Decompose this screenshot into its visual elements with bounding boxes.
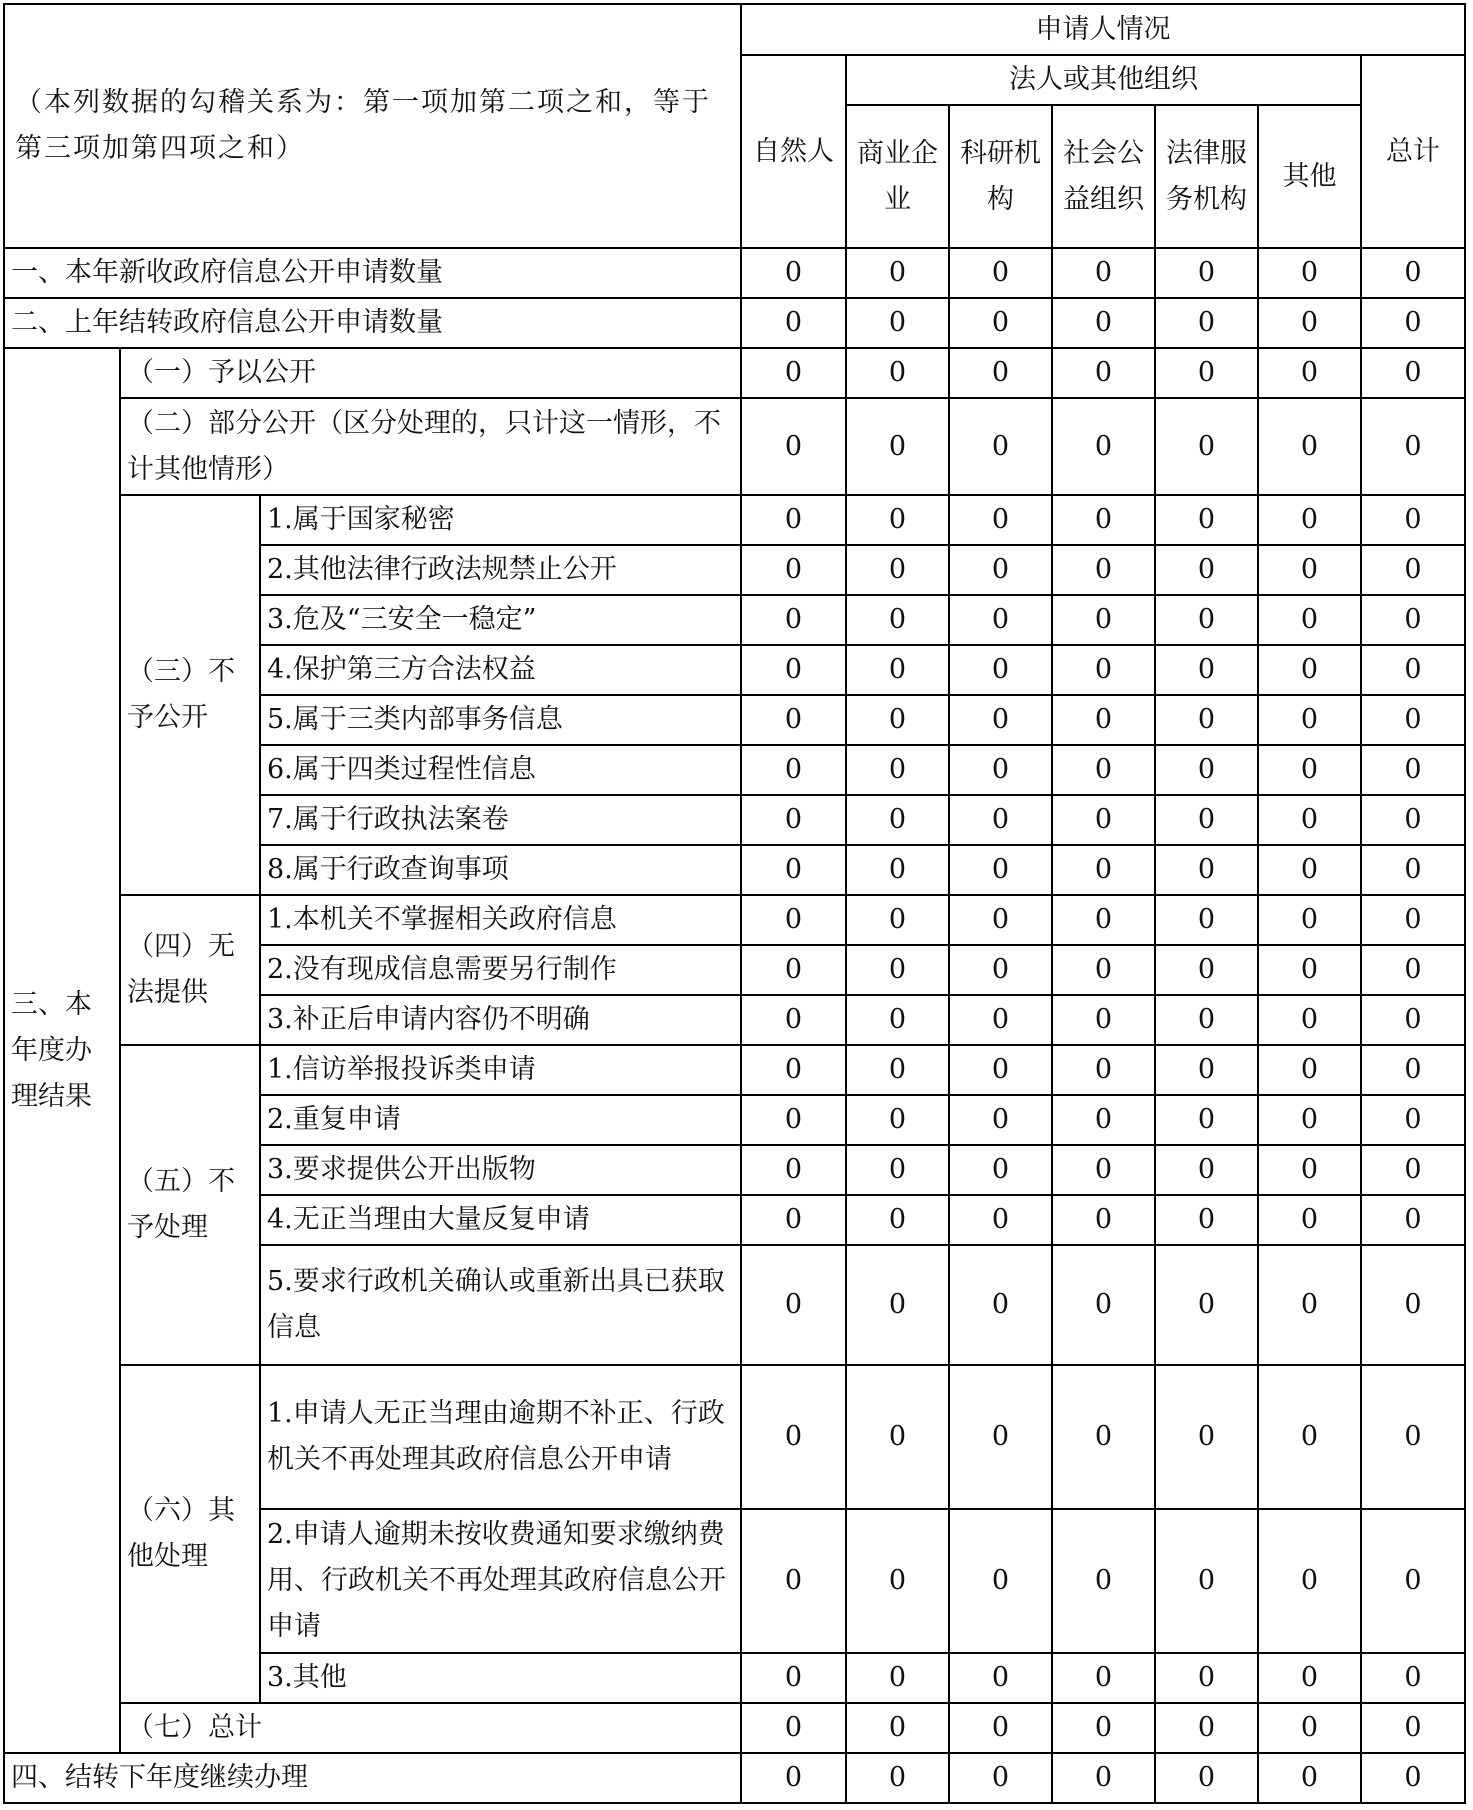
- value-cell: 0: [1361, 595, 1465, 645]
- value-cell: 0: [949, 298, 1052, 348]
- category-header: 商业企业: [846, 105, 949, 248]
- value-cell: 0: [949, 845, 1052, 895]
- value-cell: 0: [846, 1753, 949, 1803]
- total-header: 总计: [1361, 55, 1465, 248]
- value-cell: 0: [1361, 298, 1465, 348]
- value-cell: 0: [1361, 1195, 1465, 1245]
- group-label: （二）部分公开（区分处理的，只计这一情形，不计其他情形）: [120, 398, 741, 495]
- value-cell: 0: [741, 298, 846, 348]
- table-row: [4, 248, 1465, 298]
- value-cell: 0: [1052, 1753, 1155, 1803]
- value-cell: 0: [1258, 895, 1361, 945]
- row-label: 二、上年结转政府信息公开申请数量: [4, 298, 741, 348]
- value-cell: 0: [1258, 1509, 1361, 1653]
- value-cell: 0: [949, 1365, 1052, 1509]
- value-cell: 0: [846, 1509, 949, 1653]
- value-cell: 0: [741, 795, 846, 845]
- value-cell: 0: [1258, 398, 1361, 495]
- value-cell: 0: [1361, 1703, 1465, 1753]
- value-cell: 0: [741, 1095, 846, 1145]
- value-cell: 0: [1258, 248, 1361, 298]
- value-cell: 0: [1361, 945, 1465, 995]
- value-cell: 0: [1155, 645, 1258, 695]
- value-cell: 0: [1155, 1045, 1258, 1095]
- value-cell: 0: [1155, 348, 1258, 398]
- value-cell: 0: [846, 398, 949, 495]
- item-label: 1.信访举报投诉类申请: [260, 1045, 741, 1095]
- value-cell: 0: [949, 895, 1052, 945]
- item-label: 3.危及“三安全一稳定”: [260, 595, 741, 645]
- value-cell: 0: [1361, 1509, 1465, 1653]
- value-cell: 0: [1258, 595, 1361, 645]
- value-cell: 0: [949, 1195, 1052, 1245]
- category-header: 其他: [1258, 105, 1361, 248]
- value-cell: 0: [741, 845, 846, 895]
- value-cell: 0: [1258, 845, 1361, 895]
- value-cell: 0: [846, 1365, 949, 1509]
- value-cell: 0: [846, 298, 949, 348]
- value-cell: 0: [949, 645, 1052, 695]
- value-cell: 0: [846, 795, 949, 845]
- value-cell: 0: [1052, 645, 1155, 695]
- value-cell: 0: [1361, 1753, 1465, 1803]
- value-cell: 0: [741, 348, 846, 398]
- value-cell: 0: [949, 1509, 1052, 1653]
- value-cell: 0: [1155, 1195, 1258, 1245]
- value-cell: 0: [949, 1245, 1052, 1365]
- item-label: 2.其他法律行政法规禁止公开: [260, 545, 741, 595]
- value-cell: 0: [949, 1045, 1052, 1095]
- value-cell: 0: [1155, 1703, 1258, 1753]
- value-cell: 0: [1155, 1509, 1258, 1653]
- value-cell: 0: [949, 1753, 1052, 1803]
- value-cell: 0: [741, 1195, 846, 1245]
- value-cell: 0: [1361, 745, 1465, 795]
- value-cell: 0: [1052, 248, 1155, 298]
- item-label: 2.重复申请: [260, 1095, 741, 1145]
- column-description: （本列数据的勾稽关系为：第一项加第二项之和，等于第三项加第四项之和）: [4, 4, 741, 248]
- value-cell: 0: [1052, 1365, 1155, 1509]
- value-cell: 0: [741, 398, 846, 495]
- value-cell: 0: [846, 645, 949, 695]
- value-cell: 0: [949, 348, 1052, 398]
- value-cell: 0: [1258, 1653, 1361, 1703]
- category-header: 社会公益组织: [1052, 105, 1155, 248]
- value-cell: 0: [1361, 1145, 1465, 1195]
- value-cell: 0: [949, 1145, 1052, 1195]
- value-cell: 0: [949, 745, 1052, 795]
- item-label: 5.要求行政机关确认或重新出具已获取信息: [260, 1245, 741, 1365]
- value-cell: 0: [741, 945, 846, 995]
- value-cell: 0: [1052, 398, 1155, 495]
- item-label: 1.申请人无正当理由逾期不补正、行政机关不再处理其政府信息公开申请: [260, 1365, 741, 1509]
- value-cell: 0: [1258, 1703, 1361, 1753]
- value-cell: 0: [949, 545, 1052, 595]
- value-cell: 0: [1155, 495, 1258, 545]
- value-cell: 0: [741, 545, 846, 595]
- row-label: 一、本年新收政府信息公开申请数量: [4, 248, 741, 298]
- value-cell: 0: [1052, 495, 1155, 545]
- value-cell: 0: [949, 248, 1052, 298]
- value-cell: 0: [1361, 845, 1465, 895]
- value-cell: 0: [1258, 1245, 1361, 1365]
- value-cell: 0: [949, 795, 1052, 845]
- value-cell: 0: [949, 495, 1052, 545]
- value-cell: 0: [1052, 545, 1155, 595]
- value-cell: 0: [1258, 745, 1361, 795]
- value-cell: 0: [1361, 248, 1465, 298]
- value-cell: 0: [949, 1095, 1052, 1145]
- value-cell: 0: [1361, 495, 1465, 545]
- row-label: 四、结转下年度继续办理: [4, 1753, 741, 1803]
- value-cell: 0: [846, 1703, 949, 1753]
- value-cell: 0: [846, 745, 949, 795]
- value-cell: 0: [846, 495, 949, 545]
- value-cell: 0: [1155, 398, 1258, 495]
- value-cell: 0: [1361, 1653, 1465, 1703]
- value-cell: 0: [1361, 545, 1465, 595]
- value-cell: 0: [1155, 595, 1258, 645]
- group-label: （六）其他处理: [120, 1365, 260, 1703]
- table-row: [4, 1703, 1465, 1753]
- value-cell: 0: [1155, 545, 1258, 595]
- value-cell: 0: [949, 1703, 1052, 1753]
- value-cell: 0: [741, 1045, 846, 1095]
- item-label: 2.没有现成信息需要另行制作: [260, 945, 741, 995]
- applicant-header: 申请人情况: [741, 4, 1465, 55]
- value-cell: 0: [741, 1365, 846, 1509]
- item-label: 4.保护第三方合法权益: [260, 645, 741, 695]
- value-cell: 0: [846, 1145, 949, 1195]
- value-cell: 0: [1052, 1045, 1155, 1095]
- natural-person-header: 自然人: [741, 55, 846, 248]
- value-cell: 0: [1052, 1245, 1155, 1365]
- value-cell: 0: [1155, 248, 1258, 298]
- table-row: [4, 1753, 1465, 1803]
- value-cell: 0: [846, 1095, 949, 1145]
- item-label: 6.属于四类过程性信息: [260, 745, 741, 795]
- value-cell: 0: [846, 348, 949, 398]
- value-cell: 0: [741, 248, 846, 298]
- value-cell: 0: [1258, 645, 1361, 695]
- value-cell: 0: [1361, 1045, 1465, 1095]
- value-cell: 0: [1052, 1509, 1155, 1653]
- value-cell: 0: [1155, 945, 1258, 995]
- value-cell: 0: [1361, 1365, 1465, 1509]
- value-cell: 0: [1052, 1195, 1155, 1245]
- item-label: 5.属于三类内部事务信息: [260, 695, 741, 745]
- value-cell: 0: [1361, 695, 1465, 745]
- value-cell: 0: [1361, 645, 1465, 695]
- item-label: 1.本机关不掌握相关政府信息: [260, 895, 741, 945]
- category-header: 法律服务机构: [1155, 105, 1258, 248]
- value-cell: 0: [1155, 1145, 1258, 1195]
- group-label: （四）无法提供: [120, 895, 260, 1045]
- item-label: 8.属于行政查询事项: [260, 845, 741, 895]
- value-cell: 0: [949, 695, 1052, 745]
- table-row: [4, 398, 1465, 495]
- value-cell: 0: [741, 595, 846, 645]
- value-cell: 0: [949, 398, 1052, 495]
- value-cell: 0: [1258, 1095, 1361, 1145]
- value-cell: 0: [1155, 1365, 1258, 1509]
- value-cell: 0: [1052, 845, 1155, 895]
- value-cell: 0: [1258, 298, 1361, 348]
- value-cell: 0: [1361, 995, 1465, 1045]
- group-label: （七）总计: [120, 1703, 741, 1753]
- value-cell: 0: [1361, 895, 1465, 945]
- value-cell: 0: [949, 995, 1052, 1045]
- value-cell: 0: [1258, 1365, 1361, 1509]
- value-cell: 0: [741, 995, 846, 1045]
- value-cell: 0: [1258, 695, 1361, 745]
- item-label: 1.属于国家秘密: [260, 495, 741, 545]
- table-row: [4, 1365, 1465, 1509]
- group-label: （五）不予处理: [120, 1045, 260, 1365]
- value-cell: 0: [741, 1753, 846, 1803]
- value-cell: 0: [1155, 845, 1258, 895]
- item-label: 7.属于行政执法案卷: [260, 795, 741, 845]
- item-label: 3.补正后申请内容仍不明确: [260, 995, 741, 1045]
- value-cell: 0: [846, 895, 949, 945]
- group-label: （三）不予公开: [120, 495, 260, 895]
- item-label: 3.其他: [260, 1653, 741, 1703]
- value-cell: 0: [1155, 795, 1258, 845]
- value-cell: 0: [1155, 745, 1258, 795]
- value-cell: 0: [846, 845, 949, 895]
- value-cell: 0: [949, 945, 1052, 995]
- value-cell: 0: [1361, 398, 1465, 495]
- value-cell: 0: [741, 1703, 846, 1753]
- table-row: [4, 298, 1465, 348]
- value-cell: 0: [741, 1245, 846, 1365]
- value-cell: 0: [741, 745, 846, 795]
- value-cell: 0: [741, 645, 846, 695]
- item-label: 2.申请人逾期未按收费通知要求缴纳费用、行政机关不再处理其政府信息公开申请: [260, 1509, 741, 1653]
- value-cell: 0: [1052, 895, 1155, 945]
- value-cell: 0: [846, 545, 949, 595]
- value-cell: 0: [1155, 1753, 1258, 1803]
- value-cell: 0: [1258, 1195, 1361, 1245]
- table-row: [4, 495, 1465, 545]
- value-cell: 0: [1258, 495, 1361, 545]
- value-cell: 0: [1258, 348, 1361, 398]
- value-cell: 0: [1052, 945, 1155, 995]
- value-cell: 0: [741, 1653, 846, 1703]
- value-cell: 0: [1155, 1245, 1258, 1365]
- value-cell: 0: [1258, 945, 1361, 995]
- value-cell: 0: [1052, 1145, 1155, 1195]
- value-cell: 0: [949, 595, 1052, 645]
- header-row: [4, 4, 1465, 55]
- value-cell: 0: [1052, 995, 1155, 1045]
- value-cell: 0: [1052, 1653, 1155, 1703]
- value-cell: 0: [1052, 695, 1155, 745]
- value-cell: 0: [741, 1145, 846, 1195]
- value-cell: 0: [846, 995, 949, 1045]
- value-cell: 0: [846, 248, 949, 298]
- group-label: （一）予以公开: [120, 348, 741, 398]
- legal-group-header: 法人或其他组织: [846, 55, 1361, 105]
- value-cell: 0: [846, 1195, 949, 1245]
- disclosure-statistics-table: [3, 3, 1466, 1804]
- value-cell: 0: [1258, 1753, 1361, 1803]
- value-cell: 0: [741, 495, 846, 545]
- value-cell: 0: [741, 695, 846, 745]
- value-cell: 0: [1052, 795, 1155, 845]
- value-cell: 0: [846, 1245, 949, 1365]
- table-row: [4, 1045, 1465, 1095]
- value-cell: 0: [1258, 995, 1361, 1045]
- value-cell: 0: [1052, 595, 1155, 645]
- value-cell: 0: [846, 1653, 949, 1703]
- value-cell: 0: [846, 945, 949, 995]
- value-cell: 0: [741, 895, 846, 945]
- value-cell: 0: [1052, 1095, 1155, 1145]
- value-cell: 0: [741, 1509, 846, 1653]
- value-cell: 0: [1052, 745, 1155, 795]
- value-cell: 0: [1361, 348, 1465, 398]
- value-cell: 0: [1258, 1045, 1361, 1095]
- value-cell: 0: [1155, 1095, 1258, 1145]
- value-cell: 0: [1052, 348, 1155, 398]
- value-cell: 0: [1155, 1653, 1258, 1703]
- value-cell: 0: [846, 695, 949, 745]
- value-cell: 0: [1155, 995, 1258, 1045]
- value-cell: 0: [1052, 298, 1155, 348]
- value-cell: 0: [846, 595, 949, 645]
- value-cell: 0: [1258, 1145, 1361, 1195]
- value-cell: 0: [1361, 795, 1465, 845]
- table-row: [4, 895, 1465, 945]
- value-cell: 0: [1361, 1245, 1465, 1365]
- item-label: 4.无正当理由大量反复申请: [260, 1195, 741, 1245]
- value-cell: 0: [846, 1045, 949, 1095]
- value-cell: 0: [1155, 895, 1258, 945]
- category-header: 科研机构: [949, 105, 1052, 248]
- table-row: [4, 348, 1465, 398]
- value-cell: 0: [1052, 1703, 1155, 1753]
- item-label: 3.要求提供公开出版物: [260, 1145, 741, 1195]
- value-cell: 0: [1258, 795, 1361, 845]
- value-cell: 0: [1258, 545, 1361, 595]
- value-cell: 0: [949, 1653, 1052, 1703]
- value-cell: 0: [1155, 298, 1258, 348]
- section-label: 三、本年度办理结果: [4, 348, 120, 1753]
- value-cell: 0: [1155, 695, 1258, 745]
- value-cell: 0: [1361, 1095, 1465, 1145]
